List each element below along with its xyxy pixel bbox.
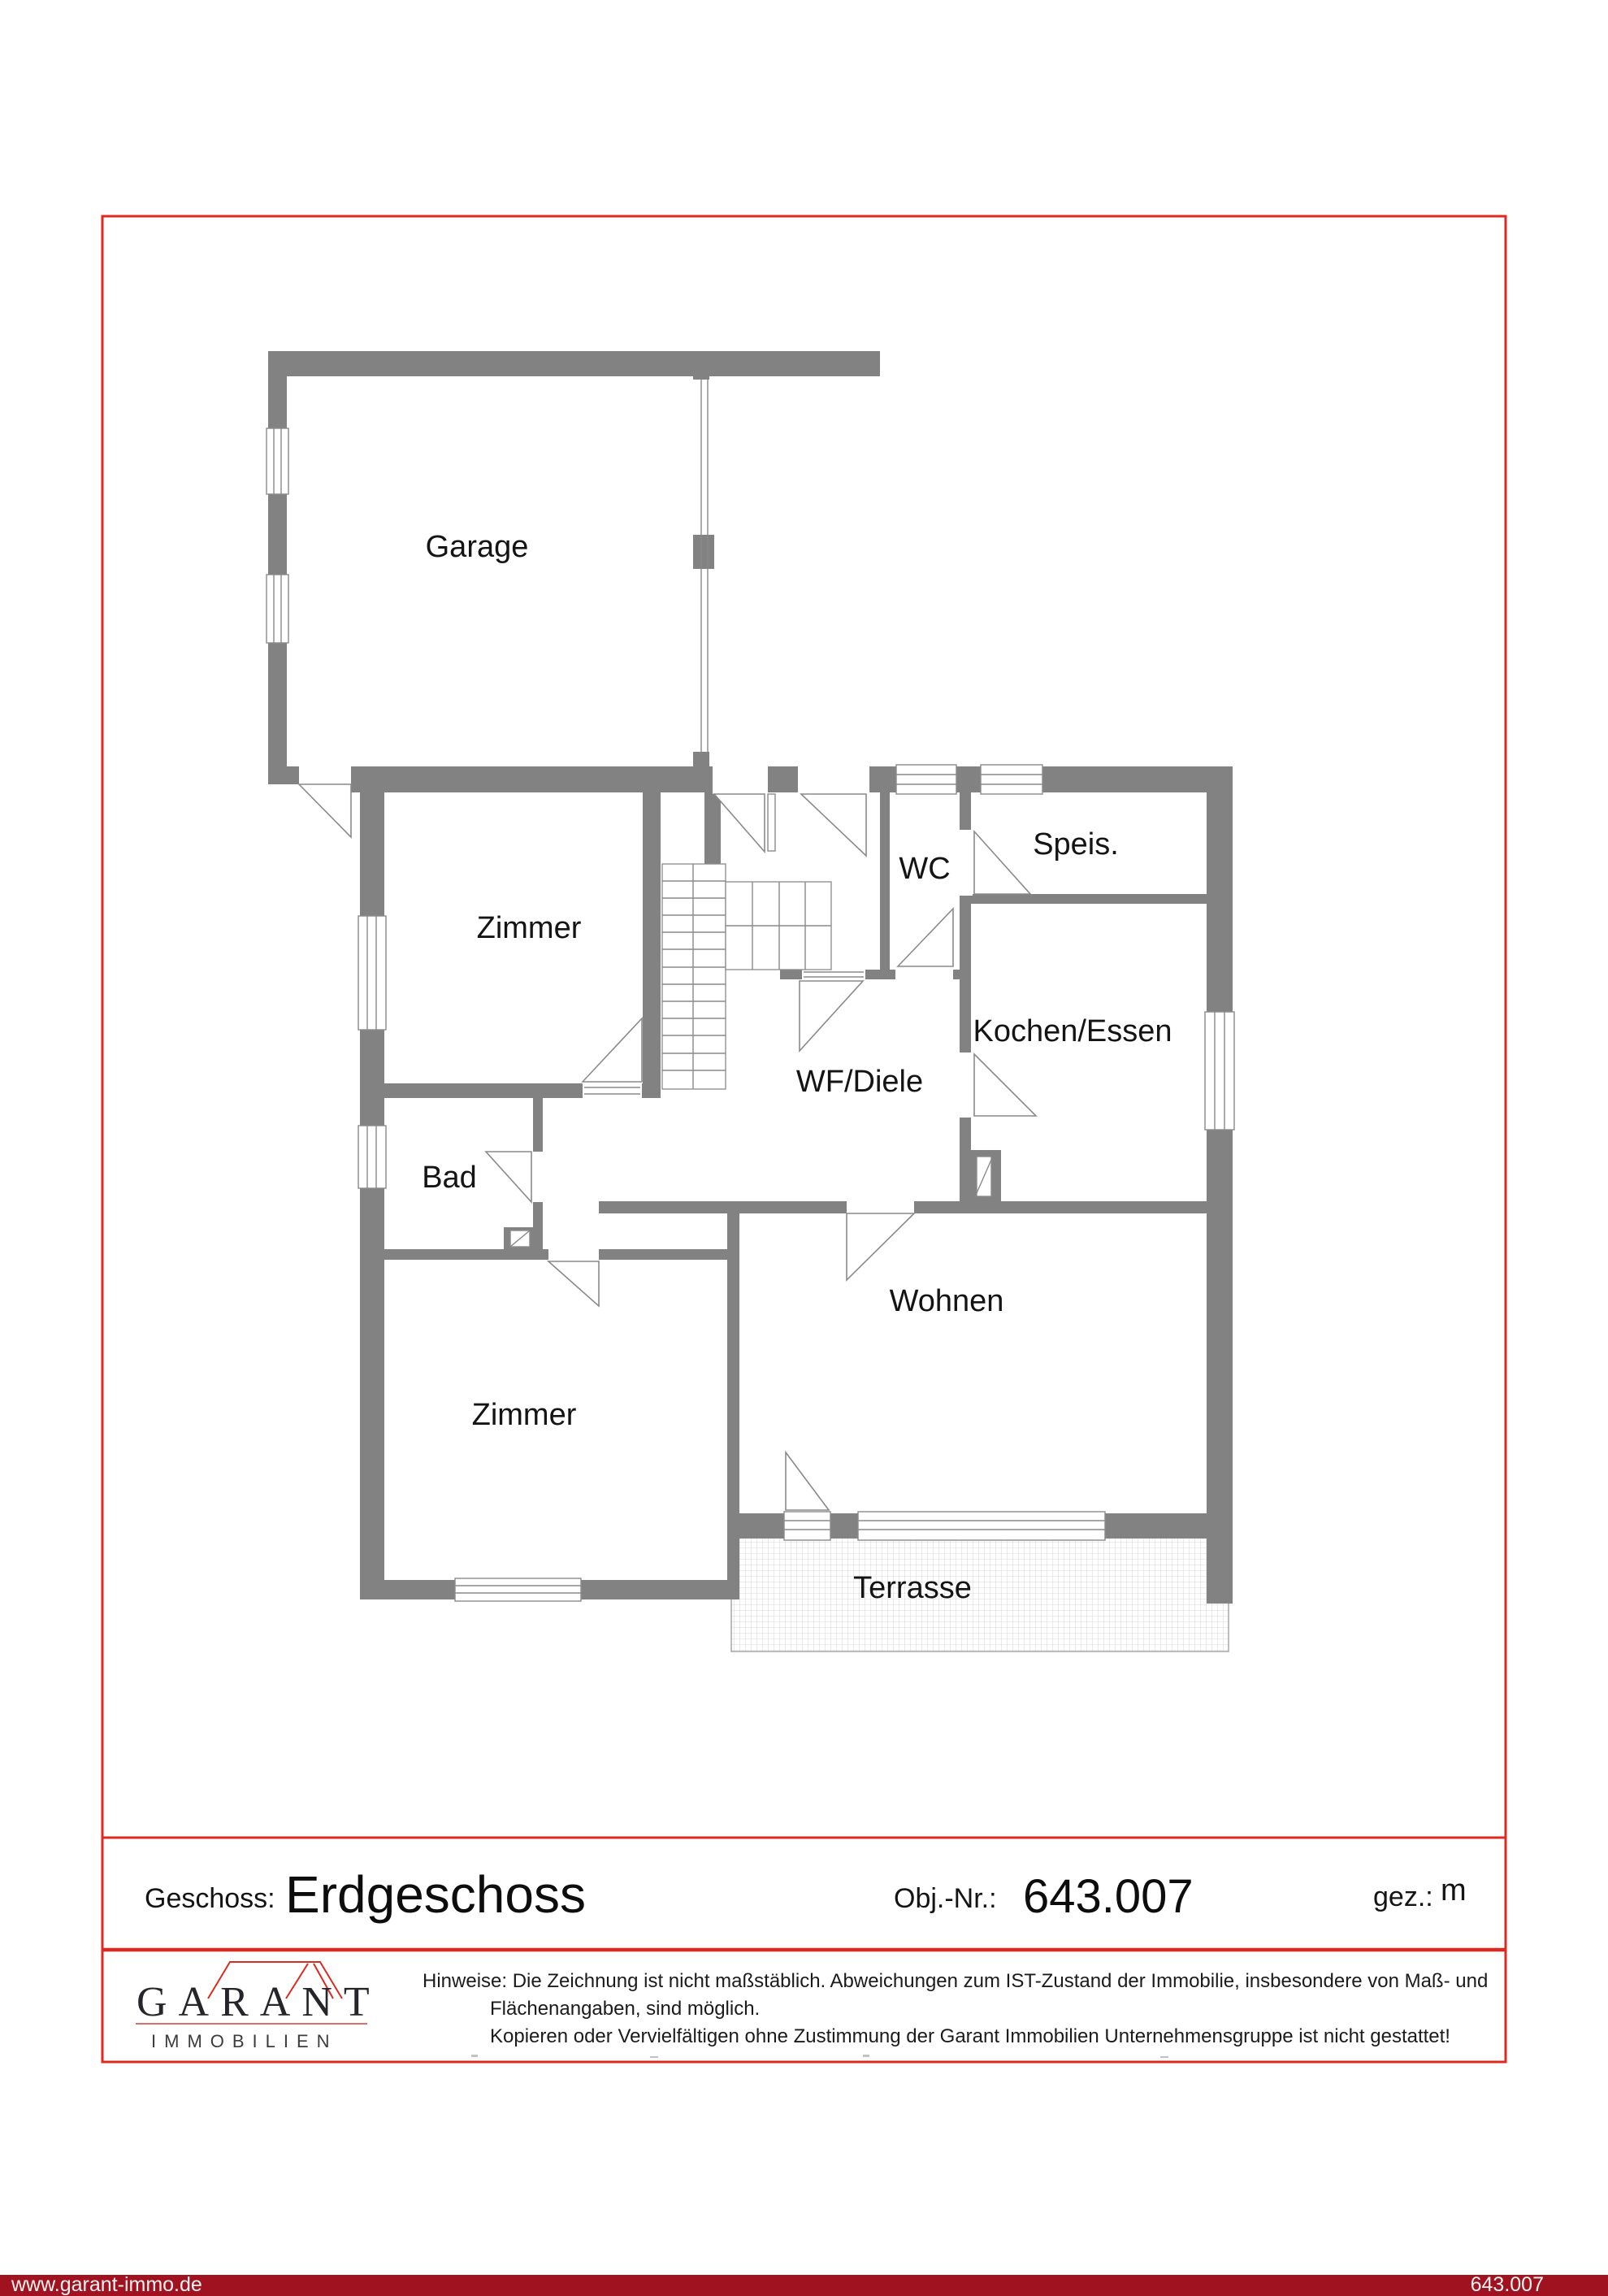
window-symbol bbox=[896, 765, 956, 794]
objnr-value: 643.007 bbox=[1023, 1870, 1194, 1923]
red-border-frame bbox=[102, 216, 1506, 2062]
logo-subtitle: IMMOBILIEN bbox=[151, 2031, 338, 2051]
window-symbol bbox=[267, 428, 288, 494]
room-label-garage: Garage bbox=[425, 530, 529, 564]
walls bbox=[268, 351, 1233, 1604]
gez-value: m bbox=[1441, 1873, 1467, 1908]
room-label-speis: Speis. bbox=[1033, 827, 1119, 862]
footer bbox=[0, 2273, 1608, 2296]
room-label-zimmer-upper: Zimmer bbox=[476, 911, 582, 945]
window-symbol bbox=[358, 1126, 386, 1188]
room-label-wf-diele: WF/Diele bbox=[795, 1065, 924, 1099]
room-label-wc: WC bbox=[899, 852, 951, 886]
footer-object-number: 643.007 bbox=[1470, 2273, 1544, 2296]
floor-plan bbox=[267, 351, 1234, 1651]
window-symbol bbox=[455, 1578, 581, 1601]
window-symbol bbox=[1205, 1012, 1234, 1130]
room-label-bad: Bad bbox=[422, 1161, 477, 1195]
window-symbol bbox=[858, 1512, 1105, 1540]
sheet-frame bbox=[102, 216, 1506, 2062]
notes-block bbox=[423, 1970, 1488, 2058]
logo-brand: GARANT bbox=[137, 1979, 381, 2025]
geschoss-value: Erdgeschoss bbox=[285, 1865, 586, 1924]
terrasse-area bbox=[731, 1528, 1229, 1651]
clipped-text-remnants bbox=[471, 2055, 1168, 2058]
note-line-3: Kopieren oder Vervielfältigen ohne Zustimmung der Garant Immobilien Unternehmensgruppe ist nicht gestattet! bbox=[490, 2025, 1450, 2047]
room-label-kochen-essen: Kochen/Essen bbox=[973, 1014, 1172, 1048]
geschoss-label: Geschoss: bbox=[145, 1883, 275, 1914]
room-labels bbox=[422, 530, 1172, 1605]
door-openings bbox=[299, 765, 973, 1261]
room-label-wohnen: Wohnen bbox=[889, 1284, 1004, 1318]
note-line-1: Hinweise: Die Zeichnung ist nicht maßstäblich. Abweichungen zum IST-Zustand der Immobilie, insbesondere von Maß- und bbox=[423, 1970, 1489, 1992]
footer-url: www.garant-immo.de bbox=[11, 2273, 202, 2296]
objnr-label: Obj.-Nr.: bbox=[894, 1883, 997, 1914]
room-label-terrasse: Terrasse bbox=[853, 1571, 972, 1605]
window-symbol bbox=[981, 765, 1042, 794]
room-label-zimmer-lower: Zimmer bbox=[471, 1398, 577, 1432]
note-line-2: Flächenangaben, sind möglich. bbox=[490, 1998, 761, 2020]
footer-bar bbox=[0, 2275, 1608, 2296]
title-block bbox=[145, 1865, 1467, 1924]
window-symbol bbox=[784, 1512, 830, 1540]
window-symbol bbox=[267, 575, 288, 643]
gez-label: gez.: bbox=[1373, 1882, 1433, 1912]
garant-logo bbox=[136, 1962, 381, 2051]
window-symbol bbox=[358, 916, 386, 1030]
